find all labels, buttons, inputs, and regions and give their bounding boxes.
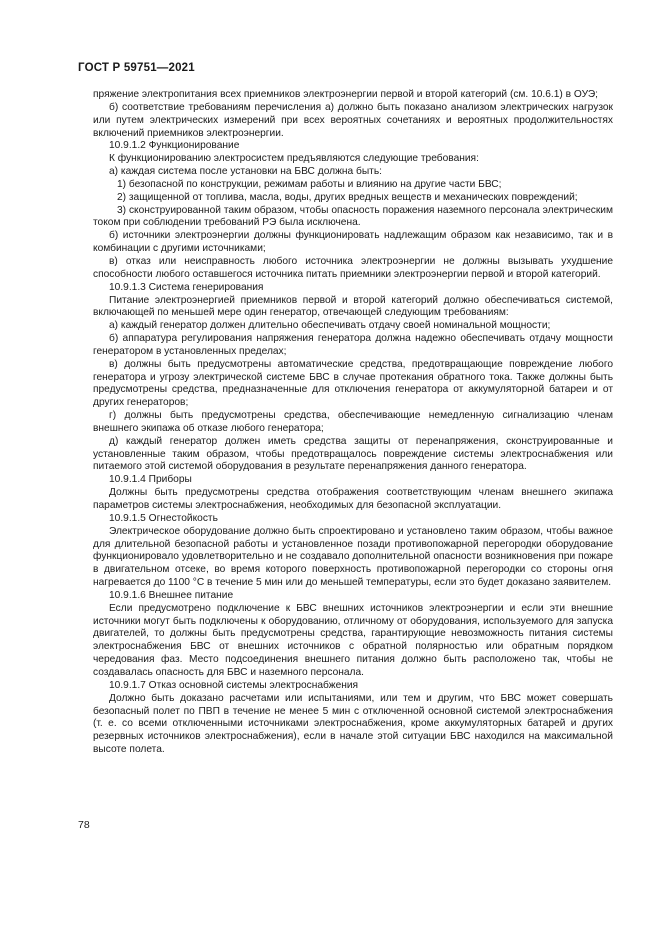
section-heading: 10.9.1.3 Система генерирования	[109, 281, 264, 293]
section-heading: 10.9.1.6 Внешнее питание	[109, 589, 234, 601]
section-heading: 10.9.1.5 Огнестойкость	[109, 512, 218, 524]
list-item: д) каждый генератор должен иметь средства защиты от перенапряжения, сконструированные и установленные таким образом, чтобы предотвращалось повреждение системы электроснабжения или питаемого этой системой оборудования в результате перенапряжения данного генератора.	[93, 435, 613, 473]
list-item: б) аппаратура регулирования напряжения генератора должна надежно обеспечивать отдачу мощности генератором в установленных пределах;	[93, 333, 613, 357]
list-item: 1) безопасной по конструкции, режимам работы и влиянию на другие части БВС;	[117, 178, 502, 190]
section-heading: 10.9.1.2 Функционирование	[109, 140, 240, 152]
list-item: а) каждая система после установки на БВС должна быть:	[109, 166, 382, 178]
document-header: ГОСТ Р 59751—2021	[78, 62, 195, 74]
paragraph: Должно быть доказано расчетами или испытаниями, или тем и другим, что БВС может совершать безопасный полет по ПВП в течение не менее 5 мин с отключенной основной системой электроснабжения (т. е. со всеми отключенными источниками электроснабжения, кроме аккумуляторных батарей и других резервных источников электроснабжения), если в начале этой ситуации БВС находился на максимальной высоте полета.	[93, 692, 613, 756]
paragraph: б) соответствие требованиям перечисления а) должно быть показано анализом электрических нагрузок или путем электрических измерений при всех вероятных сочетаниях и вероятных продолжительностях включений приемников электроэнергии.	[93, 101, 613, 139]
list-item: а) каждый генератор должен длительно обеспечивать отдачу своей номинальной мощности;	[109, 320, 551, 332]
paragraph: пряжение электропитания всех приемников электроэнергии первой и второй категорий (см. 10.6.1) в ОУЭ;	[93, 89, 598, 100]
paragraph: Электрическое оборудование должно быть спроектировано и установлено таким образом, чтобы важное для длительной безопасной работы и установленное позади противопожарной перегородки оборудование функционировало удовлетворительно и не создавало дополнительной опасности возникновения при пожаре в двигательном отсеке, во время которого поверхность противопожарной перегородки со стороны огня нагревается до 1100 °С в течение 5 мин или до меньшей температуры, если это будет доказано заявителем.	[93, 525, 613, 589]
paragraph: К функционированию электросистем предъявляются следующие требования:	[109, 153, 479, 165]
list-item: 3) сконструированной таким образом, чтобы опасность поражения наземного персонала электрическим током при соблюдении требований РЭ была исключена.	[93, 204, 613, 229]
list-item: 2) защищенной от топлива, масла, воды, других вредных веществ и механических повреждений;	[117, 191, 578, 203]
section-heading: 10.9.1.7 Отказ основной системы электроснабжения	[109, 679, 359, 691]
list-item: б) источники электроэнергии должны функционировать надлежащим образом как независимо, так и в комбинации с другими источниками;	[93, 230, 613, 255]
paragraph: Должны быть предусмотрены средства отображения соответствующим членам внешнего экипажа параметров системы электроснабжения, необходимых для безопасной эксплуатации.	[93, 487, 613, 511]
paragraph: Питание электроэнергией приемников первой и второй категорий должно обеспечиваться системой, включающей по меньшей мере один генератор, отвечающей следующим требованиям:	[93, 294, 613, 319]
page-number: 78	[78, 819, 90, 831]
paragraph: Если предусмотрено подключение к БВС внешних источников электроэнергии и если эти внешние источники могут быть подключены к оборудованию, отличному от оборудования, используемого для запуска двигателей, то должны быть предусмотрены средства, гарантирующие невозможность питания системы электроснабжения БВС от внешних источников с обратной полярностью или обратным порядком чередования фаз. Место подсоединения внешнего питания должно быть расположено так, чтобы не создавалась опасность для БВС и наземного персонала.	[93, 602, 613, 678]
document-body	[93, 89, 613, 757]
section-heading: 10.9.1.4 Приборы	[109, 474, 192, 486]
list-item: г) должны быть предусмотрены средства, обеспечивающие немедленную сигнализацию членам внешнего экипажа об отказе любого генератора;	[93, 410, 613, 434]
list-item: в) должны быть предусмотрены автоматические средства, предотвращающие повреждение любого генератора и угрозу электрической системе БВС в случае протекания обратного тока. Также должны быть предусмотрены средства, предназначенные для отключения генератора от аккумуляторной батареи и от других генераторов;	[93, 358, 613, 409]
list-item: в) отказ или неисправность любого источника электроэнергии не должны вызывать ухудшение способности любого оставшегося источника питать приемники электроэнергии первой и второй категорий.	[93, 255, 613, 280]
